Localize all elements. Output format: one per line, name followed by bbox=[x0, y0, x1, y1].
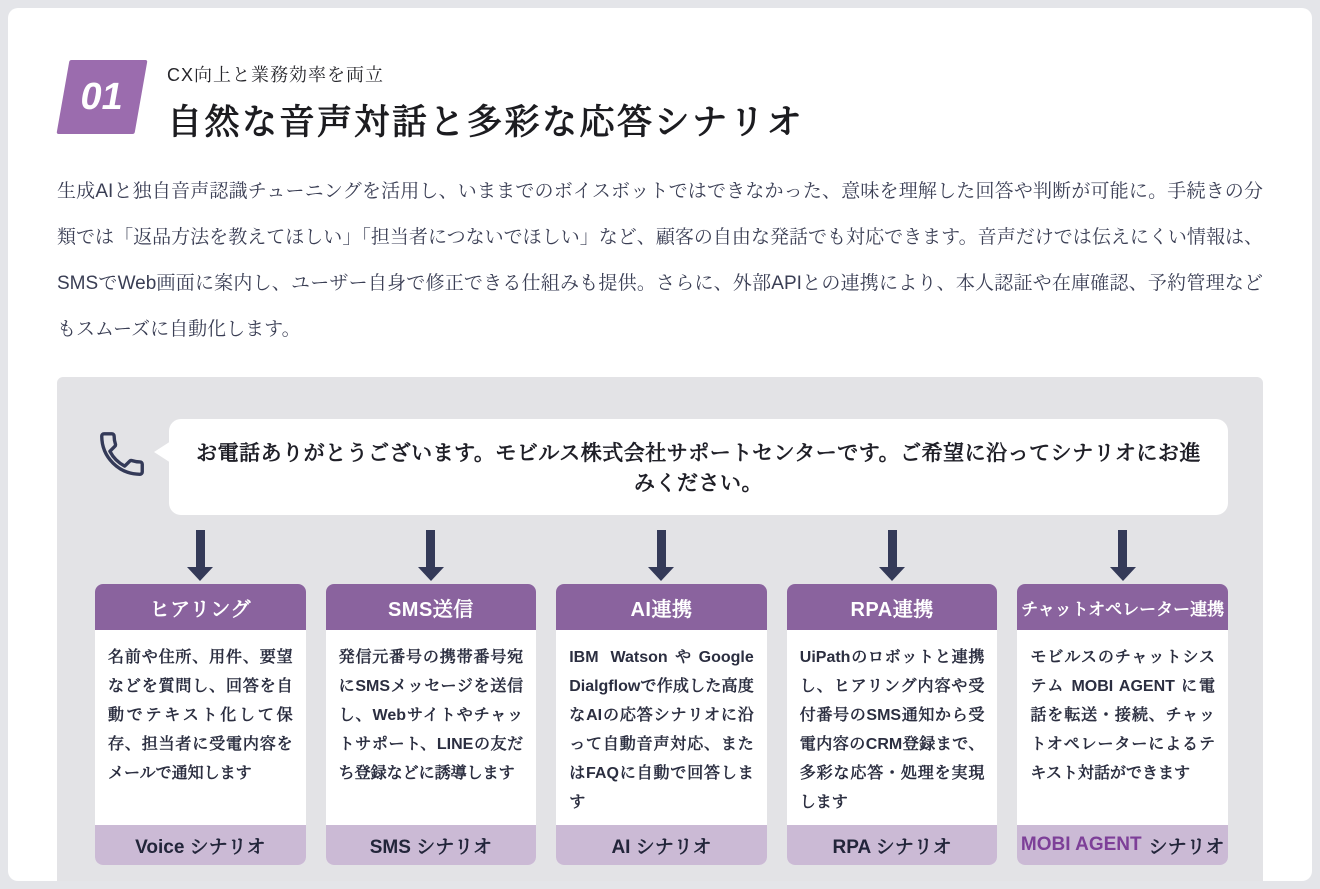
card-scenario-text: Voice シナリオ bbox=[135, 836, 266, 858]
card-title: AI連携 bbox=[556, 584, 767, 630]
section-title: 自然な音声対話と多彩な応答シナリオ bbox=[167, 103, 805, 142]
card-title: ヒアリング bbox=[95, 584, 306, 630]
scenario-card-sms bbox=[326, 584, 537, 865]
card-scenario-label bbox=[326, 825, 537, 865]
down-arrow-icon bbox=[648, 530, 674, 581]
card-scenario-text: SMS シナリオ bbox=[369, 836, 493, 858]
card-description: モビルスのチャットシステム MOBI AGENT に電話を転送・接続、チャットオペレーターによるテキスト対話ができます bbox=[1030, 649, 1215, 782]
down-arrow-icon bbox=[418, 530, 444, 581]
card-scenario-label bbox=[95, 825, 306, 865]
card-description: 発信元番号の携帯番号宛にSMSメッセージを送信し、Webサイトやチャットサポート、LINEの友だち登録などに誘導します bbox=[338, 649, 524, 782]
card-scenario-text: RPA シナリオ bbox=[832, 836, 952, 858]
section-eyebrow: CX向上と業務効率を両立 bbox=[167, 65, 385, 85]
section-number-badge: 01 bbox=[56, 60, 147, 134]
scenario-card-rpa bbox=[787, 584, 998, 865]
card-scenario-label bbox=[1017, 825, 1228, 865]
intro-paragraph: 生成AIと独自音声認識チューニングを活用し、いままでのボイスボットではできなかった、意味を理解した回答や判断が可能に。手続きの分類では「返品方法を教えてほしい」「担当者につないでほしい」など、顧客の自由な発話でも対応できます。音声だけでは伝えにくい情報は、SMSでWeb画面に案内し、ユーザー自身で修正できる仕組みも提供。さらに、外部APIとの連携により、本人認証や在庫確認、予約管理などもスムーズに自動化します。 bbox=[57, 181, 1263, 340]
card-scenario-text: AI シナリオ bbox=[611, 836, 712, 858]
down-arrow-icon bbox=[1110, 530, 1136, 581]
slide-page bbox=[8, 8, 1312, 881]
greeting-speech-bubble: お電話ありがとうございます。モビルス株式会社サポートセンターです。ご希望に沿ってシナリオにお進みください。 bbox=[169, 419, 1228, 515]
card-description: IBM WatsonやGoogle Dialgflowで作成した高度なAIの応答シナリオに沿って自動音声対応、またはFAQに自動で回答します bbox=[569, 649, 754, 811]
down-arrow-icon bbox=[879, 530, 905, 581]
card-description: UiPathのロボットと連携し、ヒアリング内容や受付番号のSMS通知から受電内容のCRM登録まで、多彩な応答・処理を実現します bbox=[799, 649, 985, 811]
scenario-card-hearing bbox=[95, 584, 306, 865]
flow-diagram-panel bbox=[57, 377, 1263, 881]
card-description: 名前や住所、用件、要望などを質問し、回答を自動でテキスト化して保存、担当者に受電内容をメールで通知します bbox=[108, 649, 293, 782]
section-header bbox=[8, 8, 1312, 145]
card-scenario-label bbox=[556, 825, 767, 865]
arrows-row bbox=[95, 530, 1228, 581]
card-scenario-text: シナリオ bbox=[1148, 836, 1225, 858]
scenario-cards-row bbox=[95, 584, 1228, 865]
card-title: チャットオペレーター連携 bbox=[1017, 584, 1228, 630]
heading-group bbox=[167, 60, 804, 145]
card-title: SMS送信 bbox=[326, 584, 537, 630]
scenario-card-chat-operator bbox=[1017, 584, 1228, 865]
card-scenario-highlight: MOBI AGENT bbox=[1020, 834, 1142, 855]
down-arrow-icon bbox=[187, 530, 213, 581]
phone-icon bbox=[95, 423, 151, 490]
card-scenario-label bbox=[787, 825, 998, 865]
greeting-row bbox=[95, 419, 1228, 515]
scenario-card-ai bbox=[556, 584, 767, 865]
card-title: RPA連携 bbox=[787, 584, 998, 630]
